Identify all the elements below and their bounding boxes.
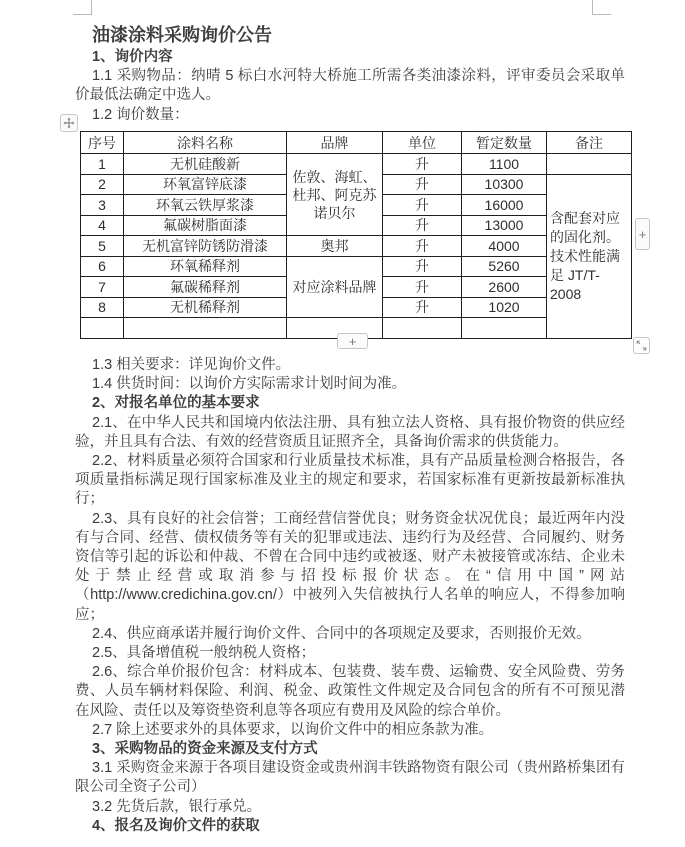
cell-name: 无机硅酸新 [124, 154, 287, 175]
paragraph-3-2: 3.2 先货后款，银行承兑。 [92, 798, 262, 815]
cell-name: 环氧富锌底漆 [124, 174, 287, 195]
paragraph-1-1: 1.1 采购物品：纳晴 5 标白水河特大桥施工所需各类油漆涂料，评审委员会采取单价最低法确定中选人。 [75, 68, 625, 104]
section-heading-2: 2、对报名单位的基本要求 [92, 395, 260, 412]
paragraph-1-3: 1.3 相关要求：详见询价文件。 [92, 357, 291, 373]
cell-no: 7 [81, 277, 124, 298]
section-heading-1: 1、询价内容 [92, 49, 173, 65]
document-top-section [75, 22, 625, 125]
table-add-column-button[interactable] [635, 218, 650, 250]
paragraph-3-1: 3.1 采购资金来源于各项目建设资金或贵州润丰铁路物资有限公司（贵州路桥集团有限公司全资子公司） [75, 760, 625, 796]
document-bottom-section [75, 356, 625, 836]
cell-unit: 升 [383, 256, 462, 277]
paragraph-2-5: 2.5、具备增值税一般纳税人资格； [92, 645, 316, 662]
cell-no: 2 [81, 174, 124, 195]
table-header-row [81, 132, 632, 154]
cell-unit: 升 [383, 297, 462, 318]
cell-remark-empty [547, 154, 632, 175]
paragraph-2-6: 2.6、综合单价报价包含：材料成本、包装费、装车费、运输费、安全风险费、劳务费、人员车辆材料保险、利润、税金、政策性文件规定及合同包含的所有不可预见潜在风险、责任以及筹资垫资利息等各项应有费用及风险的综合单价。 [75, 664, 625, 719]
header-cell-brand: 品牌 [287, 132, 383, 154]
cell-qty: 16000 [462, 195, 547, 216]
section-heading-3: 3、采购物品的资金来源及支付方式 [92, 741, 318, 758]
cell-unit: 升 [383, 154, 462, 175]
plus-icon: + [638, 226, 647, 242]
cell-unit: 升 [383, 277, 462, 298]
cell-unit-empty [383, 318, 462, 339]
cell-no-empty [81, 318, 124, 339]
cell-name: 环氧云铁厚浆漆 [124, 195, 287, 216]
paragraph-2-3: 2.3、具有良好的社会信誉；工商经营信誉优良；财务资金状况优良；最近两年内没有与合同、经营、债权债务等有关的犯罪或违法、违约行为及经营、合同履约、财务资信等引起的诉讼和仲裁、不曾在合同中违约或被逐、财产未被接管或冻结、企业未处于禁止经营或取消参与招投标报价状态。在“信用中国”网站（http://www.credichina.gov.cn/）中被列入失信被执行人名单的响应人，不得参加响应； [75, 510, 625, 623]
cell-brand-empty [287, 318, 383, 339]
cell-qty: 1020 [462, 297, 547, 318]
header-cell-unit: 单位 [383, 132, 462, 154]
cell-unit: 升 [383, 236, 462, 257]
paragraph-2-7: 2.7 除上述要求外的具体要求，以询价文件中的相应条款为准。 [92, 721, 494, 738]
header-cell-name: 涂料名称 [124, 132, 287, 154]
inquiry-quantity-table [80, 131, 632, 339]
cell-qty-empty [462, 318, 547, 339]
cell-no: 8 [81, 297, 124, 318]
cell-name: 氟碳稀释剂 [124, 277, 287, 298]
cell-name: 无机稀释剂 [124, 297, 287, 318]
table-resize-handle[interactable] [633, 337, 650, 354]
cell-no: 1 [81, 154, 124, 175]
cell-qty: 13000 [462, 215, 547, 236]
cell-brand-group-2: 对应涂料品牌 [287, 256, 383, 318]
paragraph-1-2: 1.2 询价数量： [92, 106, 189, 123]
cell-name: 无机富锌防锈防滑漆 [124, 236, 287, 257]
cell-qty: 1100 [462, 154, 547, 175]
header-cell-qty: 暂定数量 [462, 132, 547, 154]
cell-qty: 4000 [462, 236, 547, 257]
table-add-row-button[interactable] [337, 333, 368, 349]
cell-unit: 升 [383, 195, 462, 216]
text-boundary-mark-left [91, 0, 92, 14]
plus-icon: + [348, 333, 357, 349]
header-cell-no: 序号 [81, 132, 124, 154]
cell-name: 氟碳树脂面漆 [124, 215, 287, 236]
cell-no: 4 [81, 215, 124, 236]
cell-no: 3 [81, 195, 124, 216]
header-cell-remark: 备注 [547, 132, 632, 154]
cell-unit: 升 [383, 174, 462, 195]
move-icon [63, 117, 75, 129]
cell-brand: 奥邦 [287, 236, 383, 257]
cell-name-empty [124, 318, 287, 339]
cell-qty: 5260 [462, 256, 547, 277]
table-move-handle[interactable] [60, 114, 78, 132]
page-title: 油漆涂料采购询价公告 [92, 25, 272, 45]
paragraph-2-2: 2.2、材料质量必须符合国家和行业质量技术标准，具有产品质量检测合格报告，各项质量指标满足现行国家标准及业主的规定和要求，若国家标准有更新按最新标准执行； [75, 453, 625, 508]
paragraph-2-1: 2.1、在中华人民共和国境内依法注册、具有独立法人资格、具有报价物资的供应经验，并且具有合法、有效的经营资质且证照齐全，具备询价需求的供货能力。 [75, 414, 625, 450]
cell-no: 6 [81, 256, 124, 277]
cell-name: 环氧稀释剂 [124, 256, 287, 277]
diagonal-resize-icon [636, 340, 647, 351]
table-row [81, 154, 632, 175]
section-heading-4: 4、报名及询价文件的获取 [92, 817, 260, 834]
cell-remark-merged: 含配套对应的固化剂。技术性能满足 JT/T-2008 [547, 174, 632, 339]
text-boundary-mark-right [592, 0, 593, 14]
paragraph-2-4: 2.4、供应商承诺并履行询价文件、合同中的各项规定及要求，否则报价无效。 [92, 625, 591, 642]
cell-unit: 升 [383, 215, 462, 236]
cell-no: 5 [81, 236, 124, 257]
cell-qty: 10300 [462, 174, 547, 195]
cell-brand-group-1: 佐敦、海虹、杜邦、阿克苏诺贝尔 [287, 154, 383, 236]
paragraph-1-4: 1.4 供货时间：以询价方实际需求计划时间为准。 [92, 376, 407, 393]
cell-qty: 2600 [462, 277, 547, 298]
